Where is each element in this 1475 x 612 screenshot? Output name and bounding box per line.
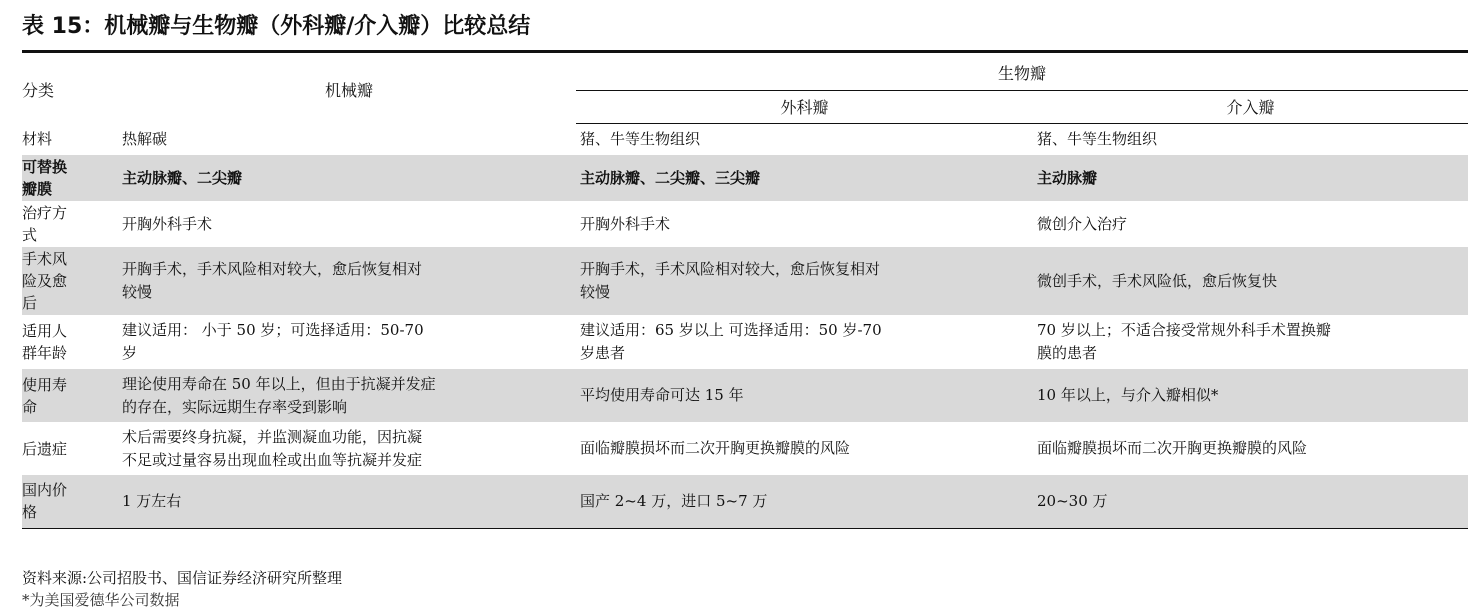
table-title: 表 15：机械瓣与生物瓣（外科瓣/介入瓣）比较总结 [22, 14, 531, 39]
table-row [22, 369, 1468, 422]
category-cell [22, 201, 122, 247]
source-note: 资料来源:公司招股书、国信证券经济研究所整理 [22, 569, 343, 587]
surgical-cell [576, 201, 1033, 247]
mechanical-cell [122, 201, 576, 247]
interventional-cell [1033, 201, 1468, 247]
category-cell-line: 险及愈 [22, 272, 68, 290]
mechanical-cell-line: 主动脉瓣、二尖瓣 [122, 168, 243, 187]
mechanical-cell [122, 155, 576, 201]
mechanical-cell-line: 理论使用寿命在 50 年以上，但由于抗凝并发症 [122, 374, 436, 393]
surgical-cell-line: 面临瓣膜损坏而二次开胸更换瓣膜的风险 [580, 439, 851, 457]
table-row [22, 155, 1468, 201]
table-row [22, 422, 1468, 475]
surgical-cell [576, 123, 1033, 155]
mechanical-cell [122, 315, 576, 369]
category-cell-line: 治疗方 [22, 204, 68, 222]
category-cell-line: 后遗症 [22, 439, 68, 458]
mechanical-cell [122, 369, 576, 422]
header-surgical: 外科瓣 [576, 90, 1033, 123]
table-row [22, 475, 1468, 528]
category-cell-line: 格 [22, 503, 38, 522]
table-row [22, 315, 1468, 369]
category-cell-line: 使用寿 [22, 375, 68, 394]
interventional-cell-line: 微创手术，手术风险低，愈后恢复快 [1037, 271, 1278, 290]
mechanical-cell [122, 475, 576, 528]
category-cell [22, 123, 122, 155]
interventional-cell [1033, 123, 1468, 155]
mechanical-cell [122, 123, 576, 155]
surgical-cell-line: 较慢 [580, 283, 611, 301]
category-cell-line: 材料 [22, 130, 53, 148]
interventional-cell [1033, 247, 1468, 315]
category-cell [22, 422, 122, 475]
table-body [22, 123, 1468, 528]
header-interventional: 介入瓣 [1033, 90, 1468, 123]
category-cell-line: 适用人 [22, 322, 68, 340]
interventional-cell [1033, 369, 1468, 422]
title-rule [22, 50, 1468, 53]
interventional-cell-line: 面临瓣膜损坏而二次开胸更换瓣膜的风险 [1037, 439, 1308, 457]
category-cell [22, 155, 122, 201]
mechanical-cell-line: 开胸外科手术 [122, 214, 213, 233]
mechanical-cell [122, 247, 576, 315]
mechanical-cell-line: 建议适用： 小于 50 岁；可选择适用：50-70 [122, 321, 424, 339]
mechanical-cell-line: 开胸手术，手术风险相对较大，愈后恢复相对 [122, 260, 423, 278]
surgical-cell-line: 开胸外科手术 [580, 214, 671, 233]
interventional-cell [1033, 315, 1468, 369]
surgical-cell [576, 369, 1033, 422]
category-cell [22, 315, 122, 369]
header-mechanical: 机械瓣 [324, 81, 373, 100]
surgical-cell [576, 247, 1033, 315]
mechanical-cell-line: 1 万左右 [122, 491, 182, 510]
surgical-cell-line: 国产 2~4 万，进口 5~7 万 [580, 491, 768, 510]
surgical-cell-line: 开胸手术，手术风险相对较大，愈后恢复相对 [580, 260, 881, 278]
category-cell [22, 369, 122, 422]
surgical-cell-line: 主动脉瓣、二尖瓣、三尖瓣 [580, 168, 761, 187]
category-cell [22, 475, 122, 528]
interventional-cell-line: 微创介入治疗 [1037, 214, 1128, 233]
category-cell [22, 247, 122, 315]
table-row [22, 247, 1468, 315]
interventional-cell-line: 主动脉瓣 [1037, 168, 1098, 187]
header-biological: 生物瓣 [576, 56, 1468, 90]
category-cell-line: 国内价 [22, 481, 68, 500]
header-category: 分类 [22, 81, 55, 100]
surgical-cell-line: 平均使用寿命可达 15 年 [580, 386, 744, 404]
table-row [22, 123, 1468, 155]
surgical-cell [576, 155, 1033, 201]
category-cell-line: 可替换 [22, 158, 68, 176]
surgical-cell [576, 422, 1033, 475]
category-cell-line: 手术风 [22, 250, 68, 268]
table-row [22, 201, 1468, 247]
data-note: *为美国爱德华公司数据 [22, 591, 180, 609]
surgical-cell-line: 猪、牛等生物组织 [580, 129, 701, 148]
category-cell-line: 瓣膜 [22, 180, 53, 198]
interventional-cell [1033, 422, 1468, 475]
mechanical-cell-line: 岁 [122, 344, 138, 362]
mechanical-cell [122, 422, 576, 475]
surgical-cell [576, 315, 1033, 369]
comparison-table [22, 56, 1468, 529]
interventional-cell [1033, 155, 1468, 201]
category-cell-line: 命 [22, 397, 38, 416]
surgical-cell [576, 475, 1033, 528]
interventional-cell-line: 10 年以上，与介入瓣相似* [1037, 386, 1219, 404]
interventional-cell-line: 70 岁以上；不适合接受常规外科手术置换瓣 [1037, 321, 1331, 339]
mechanical-cell-line: 较慢 [122, 283, 153, 301]
surgical-cell-line: 岁患者 [580, 344, 626, 362]
mechanical-cell-line: 不足或过量容易出现血栓或出血等抗凝并发症 [122, 450, 423, 469]
surgical-cell-line: 建议适用：65 岁以上 可选择适用：50 岁-70 [580, 321, 882, 339]
category-cell-line: 群年龄 [22, 344, 68, 362]
category-cell-line: 后 [22, 294, 38, 312]
interventional-cell-line: 20~30 万 [1037, 491, 1108, 510]
interventional-cell [1033, 475, 1468, 528]
mechanical-cell-line: 的存在，实际远期生存率受到影响 [122, 397, 348, 416]
interventional-cell-line: 膜的患者 [1037, 344, 1098, 362]
mechanical-cell-line: 热解碳 [122, 129, 168, 148]
interventional-cell-line: 猪、牛等生物组织 [1037, 129, 1158, 148]
mechanical-cell-line: 术后需要终身抗凝，并监测凝血功能，因抗凝 [122, 427, 423, 446]
category-cell-line: 式 [22, 226, 38, 244]
